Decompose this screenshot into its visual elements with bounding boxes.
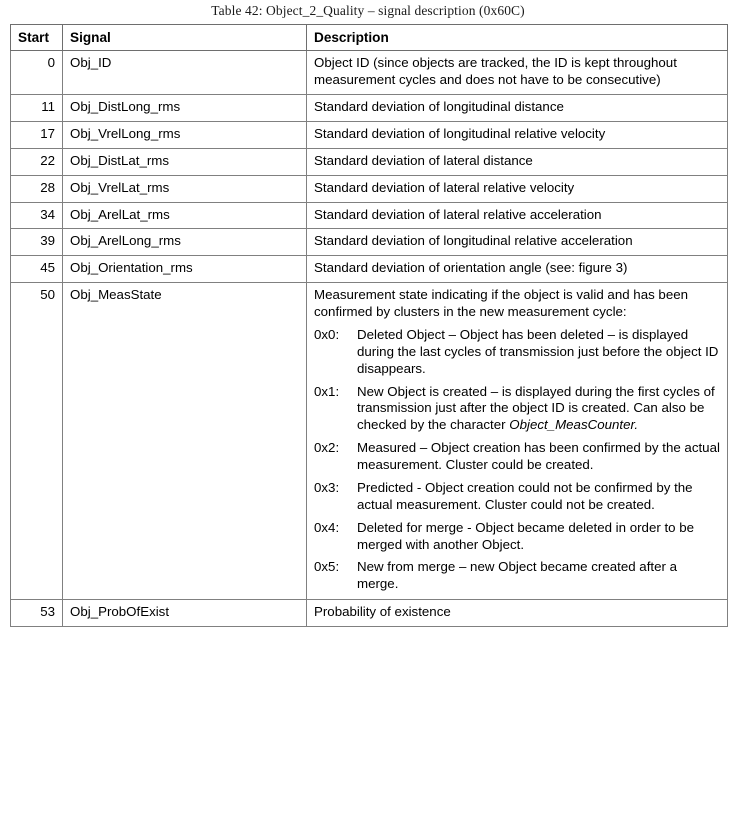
cell-start: 11 <box>11 95 63 122</box>
meas-state-enum-item <box>314 559 720 593</box>
cell-signal: Obj_DistLong_rms <box>63 95 307 122</box>
table-row-meas-state <box>11 283 728 600</box>
cell-description: Standard deviation of lateral distance <box>307 148 728 175</box>
cell-signal: Obj_MeasState <box>63 283 307 600</box>
cell-description: Standard deviation of lateral relative acceleration <box>307 202 728 229</box>
cell-description: Standard deviation of longitudinal relative velocity <box>307 121 728 148</box>
cell-description: Standard deviation of orientation angle (see: figure 3) <box>307 256 728 283</box>
cell-start: 34 <box>11 202 63 229</box>
cell-description: Standard deviation of lateral relative velocity <box>307 175 728 202</box>
cell-signal: Obj_ProbOfExist <box>63 600 307 627</box>
cell-signal: Obj_VrelLong_rms <box>63 121 307 148</box>
column-header-start: Start <box>11 25 63 51</box>
table-caption: Table 42: Object_2_Quality – signal description (0x60C) <box>211 3 525 18</box>
column-header-description: Description <box>307 25 728 51</box>
table-header-row <box>11 25 728 51</box>
table-row <box>11 148 728 175</box>
cell-signal: Obj_Orientation_rms <box>63 256 307 283</box>
cell-start: 53 <box>11 600 63 627</box>
cell-signal: Obj_DistLat_rms <box>63 148 307 175</box>
cell-start: 50 <box>11 283 63 600</box>
cell-description: Object ID (since objects are tracked, the ID is kept throughout measurement cycles and does not have to be consecutive) <box>307 51 728 95</box>
meas-state-enum-code: 0x2: <box>314 440 340 456</box>
meas-state-enum-item <box>314 480 720 514</box>
table-body <box>11 51 728 627</box>
table-row <box>11 600 728 627</box>
meas-state-enum-text: Predicted - Object creation could not be confirmed by the actual measurement. Cluster could not be created. <box>357 479 693 512</box>
meas-state-enum-item <box>314 384 720 435</box>
cell-start: 39 <box>11 229 63 256</box>
cell-signal: Obj_VrelLat_rms <box>63 175 307 202</box>
cell-start: 22 <box>11 148 63 175</box>
meas-state-enum-code: 0x5: <box>314 559 340 575</box>
meas-state-enum-text: Measured – Object creation has been confirmed by the actual measurement. Cluster could be created. <box>357 440 720 472</box>
table-row <box>11 202 728 229</box>
cell-signal: Obj_ArelLong_rms <box>63 229 307 256</box>
cell-start: 17 <box>11 121 63 148</box>
table-header <box>11 25 728 51</box>
meas-state-enum-code: 0x3: <box>314 479 340 495</box>
meas-state-enum-text: Deleted Object – Object has been deleted – is displayed during the last cycles of transmission just before the object ID disappears. <box>357 326 719 376</box>
meas-state-enum-code: 0x0: <box>314 326 340 342</box>
cell-start: 28 <box>11 175 63 202</box>
meas-state-enum-item <box>314 520 720 554</box>
meas-state-enum-list <box>314 327 720 593</box>
cell-signal: Obj_ID <box>63 51 307 95</box>
meas-state-enum-text: Deleted for merge - Object became deleted in order to be merged with another Object. <box>357 519 695 552</box>
meas-state-enum-code: 0x4: <box>314 519 340 535</box>
meas-state-intro: Measurement state indicating if the object is valid and has been confirmed by clusters in the new measurement cycle: <box>314 287 689 319</box>
table-row <box>11 256 728 283</box>
meas-state-enum-code: 0x1: <box>314 383 340 399</box>
cell-start: 0 <box>11 51 63 95</box>
table-row <box>11 121 728 148</box>
meas-state-enum-text: New from merge – new Object became created after a merge. <box>357 559 678 592</box>
column-header-signal: Signal <box>63 25 307 51</box>
cell-start: 45 <box>11 256 63 283</box>
table-row <box>11 175 728 202</box>
meas-state-enum-emphasis: Object_MeasCounter. <box>509 417 639 433</box>
cell-signal: Obj_ArelLat_rms <box>63 202 307 229</box>
table-row <box>11 51 728 95</box>
cell-description: Standard deviation of longitudinal relative acceleration <box>307 229 728 256</box>
cell-description: Probability of existence <box>307 600 728 627</box>
cell-description: Standard deviation of longitudinal distance <box>307 95 728 122</box>
meas-state-enum-item <box>314 440 720 474</box>
meas-state-enum-item <box>314 327 720 378</box>
cell-description <box>307 283 728 600</box>
meas-state-enum-text: New Object is created – is displayed during the first cycles of transmission just after the object ID is created. Can also be checked by the character Object_MeasCounter. <box>357 383 715 433</box>
table-row <box>11 229 728 256</box>
signal-description-table <box>10 24 728 627</box>
table-row <box>11 95 728 122</box>
